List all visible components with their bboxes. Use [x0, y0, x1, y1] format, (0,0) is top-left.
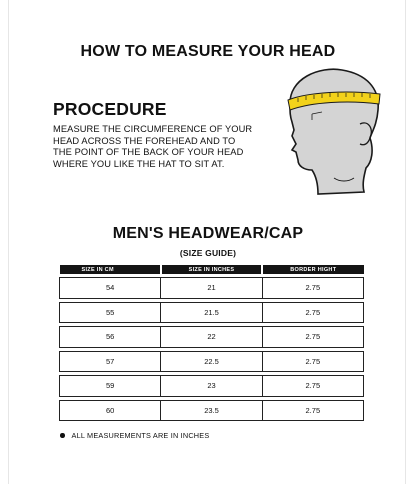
- table-cell: 23: [161, 376, 262, 397]
- procedure-line: WHERE YOU LIKE THE HAT TO SIT AT.: [53, 158, 225, 169]
- table-cell: 60: [60, 400, 161, 421]
- size-table: [59, 265, 364, 421]
- table-cell: 54: [60, 278, 161, 299]
- table-cell: 2.75: [262, 278, 363, 299]
- table-cell: 2.75: [262, 327, 363, 348]
- guide-subtitle: (SIZE GUIDE): [179, 248, 237, 258]
- table-cell: 21.5: [161, 302, 262, 323]
- table-cell: 2.75: [262, 302, 363, 323]
- procedure-line: HEAD ACROSS THE FOREHEAD AND TO: [53, 135, 236, 146]
- procedure-text: [53, 124, 285, 170]
- guide-title: MEN'S HEADWEAR/CAP: [112, 225, 304, 242]
- head-measure-illustration-icon: [278, 66, 390, 198]
- column-header: BORDER HIGHT: [262, 265, 363, 274]
- table-row: [60, 376, 364, 397]
- measurement-note: [60, 431, 209, 440]
- table-cell: 22: [161, 327, 262, 348]
- table-row: [60, 400, 364, 421]
- column-header: SIZE IN INCHES: [161, 265, 262, 274]
- table-cell: 2.75: [262, 376, 363, 397]
- table-header-row: [60, 265, 364, 274]
- bullet-icon: [60, 433, 65, 438]
- table-cell: 55: [60, 302, 161, 323]
- table-cell: 59: [60, 376, 161, 397]
- procedure-heading: PROCEDURE: [53, 99, 167, 119]
- table-cell: 22.5: [161, 351, 262, 372]
- table-row: [60, 327, 364, 348]
- table-row: [60, 278, 364, 299]
- table-cell: 56: [60, 327, 161, 348]
- head-shape: [290, 69, 378, 194]
- table-cell: 21: [161, 278, 262, 299]
- table-row: [60, 351, 364, 372]
- procedure-line: THE POINT OF THE BACK OF YOUR HEAD: [53, 147, 244, 158]
- table-cell: 2.75: [262, 400, 363, 421]
- note-text: ALL MEASUREMENTS ARE IN INCHES: [71, 431, 210, 440]
- table-cell: 2.75: [262, 351, 363, 372]
- table-cell: 57: [60, 351, 161, 372]
- page-title: HOW TO MEASURE YOUR HEAD: [80, 43, 336, 60]
- table-cell: 23.5: [161, 400, 262, 421]
- column-header: SIZE IN CM: [60, 265, 161, 274]
- procedure-line: MEASURE THE CIRCUMFERENCE OF YOUR: [53, 124, 253, 134]
- table-row: [60, 302, 364, 323]
